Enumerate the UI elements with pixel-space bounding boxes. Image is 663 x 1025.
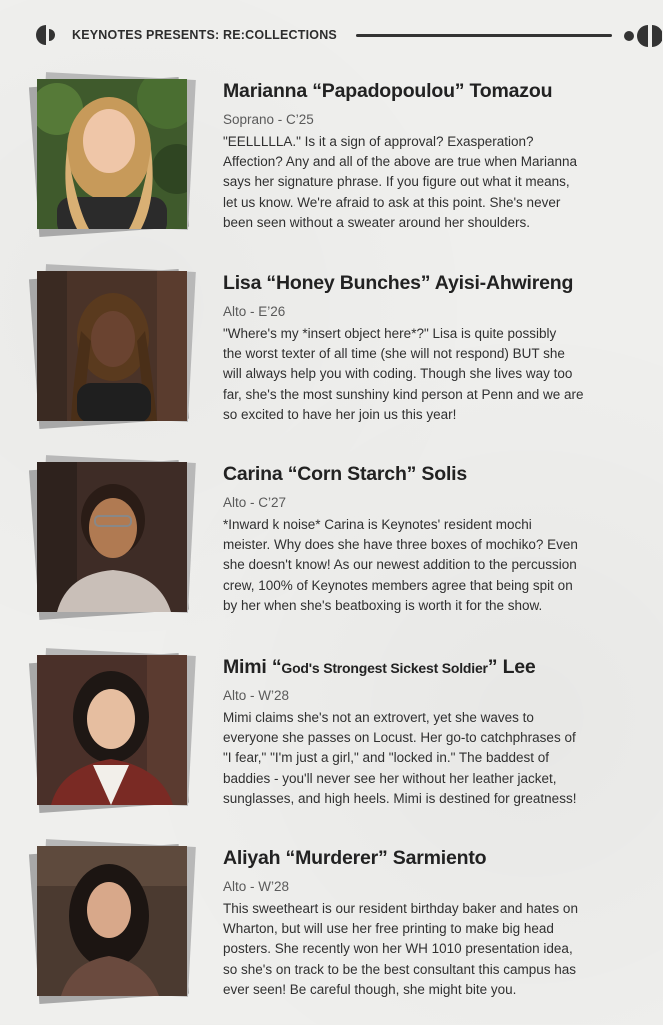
member-photo-frame [30, 74, 200, 244]
member-role: Alto - E’26 [223, 304, 286, 319]
member-name: Lisa “Honey Bunches” Ayisi-Ahwireng [223, 272, 574, 294]
member-bio: This sweetheart is our resident birthday baker and hates on Wharton, but will use her free printing to make big head posters. She recently won her WH 1010 presentation idea, so she's on track to be the best consultant this campus has ever seen! Be careful though, she might bite you. [223, 901, 578, 997]
member-name: Mimi “God's Strongest Sickest Soldier” Lee [223, 656, 536, 678]
member-role: Alto - W’28 [223, 688, 290, 703]
member-card [0, 654, 663, 834]
header-divider [356, 34, 612, 37]
member-role: Soprano - C’25 [223, 112, 314, 127]
member-photo [37, 79, 187, 229]
member-bio: "Where's my *insert object here*?" Lisa is quite possibly the worst texter of all time (she will not respond) BUT she will always help you with coding. Though she lives way too far, she's the most sunshiny kind person at Penn and we are so excited to have her join us this year! [223, 326, 584, 422]
header-title: KEYNOTES PRESENTS: RE:COLLECTIONS [72, 28, 337, 42]
member-photo [37, 655, 187, 805]
member-photo-frame [30, 650, 200, 820]
member-name: Aliyah “Murderer” Sarmiento [223, 847, 487, 869]
member-photo [37, 462, 187, 612]
member-name: Marianna “Papadopoulou” Tomazou [223, 80, 553, 102]
member-photo-frame [30, 266, 200, 436]
header [0, 20, 663, 50]
member-bio: *Inward k noise* Carina is Keynotes' resident mochi meister. Why does she have three boxes of mochiko? Even she doesn't know! As our newest addition to the percussion crew, 100% of Keynotes members agree that being spit on by her when she's beatboxing is worth it for the show. [223, 517, 578, 613]
member-card [0, 461, 663, 641]
member-photo [37, 271, 187, 421]
member-photo-frame [30, 841, 200, 1011]
member-card [0, 270, 663, 450]
keynotes-logo-mark-icon [36, 24, 60, 46]
member-card [0, 78, 663, 258]
member-photo-frame [30, 457, 200, 627]
member-photo [37, 846, 187, 996]
keynotes-end-mark-icon [622, 23, 662, 49]
member-role: Alto - C’27 [223, 495, 287, 510]
member-name: Carina “Corn Starch” Solis [223, 463, 468, 485]
member-bio: Mimi claims she's not an extrovert, yet she waves to everyone she passes on Locust. Her go-to catchphrases of "I fear," "I'm just a girl," and "locked in." The baddest of baddies - you'll never see her without her leather jacket, sunglasses, and high heels. Mimi is destined for greatness! [223, 710, 577, 806]
member-bio: "EELLLLLA." Is it a sign of approval? Exasperation? Affection? Any and all of the above are true when Marianna says her signature phrase. If you figure out what it means, let us know. We're afraid to ask at this point. She's never been seen without a sweater around her shoulders. [223, 134, 577, 230]
member-card [0, 845, 663, 1025]
member-role: Alto - W’28 [223, 879, 290, 894]
